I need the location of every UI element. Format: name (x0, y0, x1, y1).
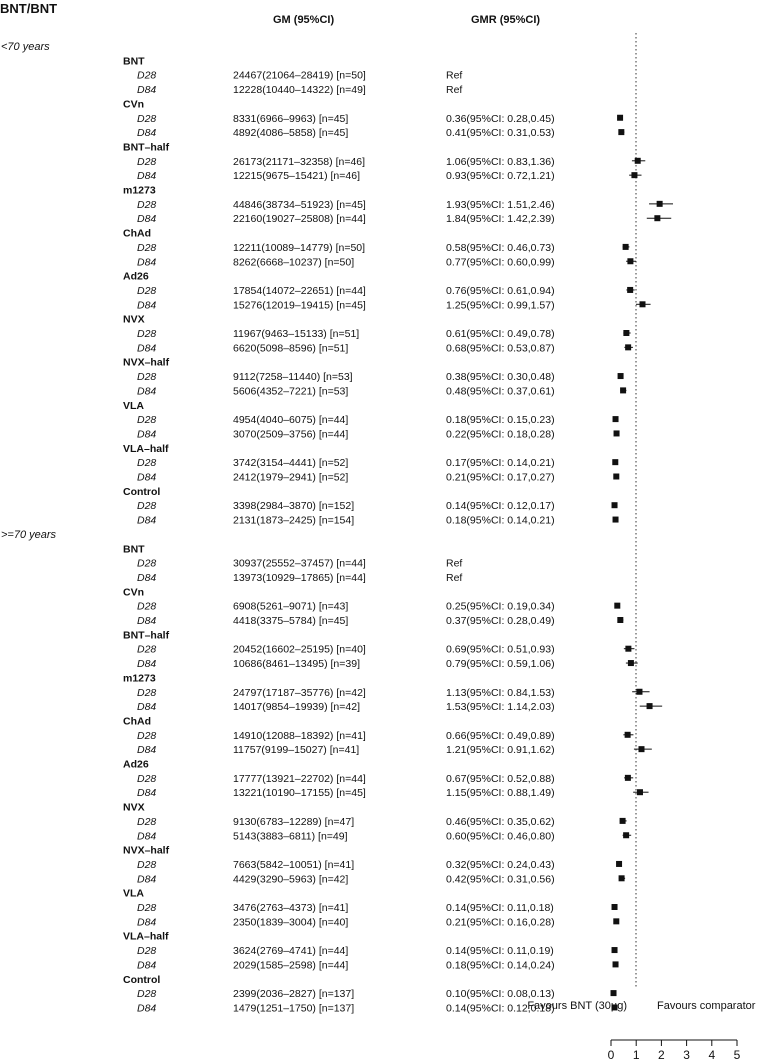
timepoint-label: D84 (137, 428, 157, 441)
point-estimate (625, 732, 631, 738)
gm-value: 6620(5098–8596) [n=51] (233, 342, 349, 355)
gm-value: 8331(6966–9963) [n=45] (233, 112, 349, 125)
gmr-value: 0.21(95%CI: 0.16,0.28) (446, 916, 555, 929)
point-estimate (617, 617, 623, 623)
point-estimate (637, 789, 643, 795)
gm-value: 15276(12019–19415) [n=45] (233, 299, 366, 312)
group-label: Ad26 (123, 758, 149, 771)
point-estimate (617, 115, 623, 121)
gm-value: 30937(25552–37457) [n=44] (233, 557, 366, 570)
gm-value: 5606(4352–7221) [n=53] (233, 385, 349, 398)
table-rows (1, 41, 555, 1014)
gmr-value: Ref (446, 84, 463, 97)
timepoint-label: D84 (137, 916, 157, 929)
gmr-value: 0.18(95%CI: 0.15,0.23) (446, 414, 555, 427)
gm-value: 4418(3375–5784) [n=45] (233, 615, 349, 627)
timepoint-label: D84 (137, 127, 157, 140)
group-label: m1273 (123, 184, 156, 197)
timepoint-label: D84 (137, 615, 157, 627)
gmr-value: 1.13(95%CI: 0.84,1.53) (446, 686, 555, 699)
point-estimate (613, 474, 619, 480)
gmr-value: 0.32(95%CI: 0.24,0.43) (446, 858, 555, 871)
gm-value: 24467(21064–28419) [n=50] (233, 69, 366, 82)
group-label: VLA (123, 399, 144, 412)
timepoint-label: D28 (137, 328, 157, 340)
timepoint-label: D28 (137, 600, 157, 613)
point-estimate (613, 416, 619, 422)
group-label: Control (123, 485, 161, 498)
gm-value: 14017(9854–19939) [n=42] (233, 701, 360, 714)
gm-value: 9130(6783–12289) [n=47] (233, 815, 355, 828)
timepoint-label: D84 (137, 787, 157, 800)
group-label: VLA–half (123, 930, 169, 943)
gmr-value: 0.93(95%CI: 0.72,1.21) (446, 170, 555, 183)
timepoint-label: D84 (137, 1002, 157, 1015)
timepoint-label: D84 (137, 84, 157, 97)
gmr-value: 0.21(95%CI: 0.17,0.27) (446, 471, 555, 484)
gm-value: 13973(10929–17865) [n=44] (233, 571, 366, 584)
gm-value: 3070(2509–3756) [n=44] (233, 428, 349, 441)
group-label: NVX–half (123, 356, 170, 369)
favours-right-label: Favours comparator (657, 1000, 756, 1012)
x-tick-label: 2 (658, 1048, 665, 1062)
gm-value: 2350(1839–3004) [n=40] (233, 916, 349, 929)
timepoint-label: D28 (137, 241, 157, 254)
timepoint-label: D28 (137, 815, 157, 828)
x-tick-label: 0 (607, 1048, 615, 1062)
point-estimate (612, 904, 618, 910)
gm-value: 26173(21171–32358) [n=46] (233, 155, 366, 168)
timepoint-label: D28 (137, 69, 157, 82)
gm-value: 11757(9199–15027) [n=41] (233, 744, 360, 757)
x-tick-label: 4 (708, 1048, 716, 1062)
gm-value: 9112(7258–11440) [n=53] (233, 371, 353, 384)
gmr-value: 0.42(95%CI: 0.31,0.56) (446, 873, 555, 886)
gmr-value: 0.48(95%CI: 0.37,0.61) (446, 385, 555, 398)
timepoint-label: D84 (137, 701, 157, 714)
gm-value: 11967(9463–15133) [n=51] (233, 328, 360, 340)
group-label: ChAd (123, 227, 151, 240)
point-estimate (623, 330, 629, 336)
point-estimate (612, 502, 618, 508)
gmr-value: 0.37(95%CI: 0.28,0.49) (446, 615, 555, 627)
gmr-value: Ref (446, 69, 463, 82)
chart-title: BNT/BNT (0, 1, 58, 16)
x-tick-label: 5 (733, 1048, 741, 1062)
group-label: NVX (123, 313, 145, 326)
timepoint-label: D84 (137, 830, 157, 843)
point-estimate (625, 646, 631, 652)
point-estimate (654, 215, 660, 221)
timepoint-label: D28 (137, 858, 157, 871)
gm-value: 2399(2036–2827) [n=137] (233, 988, 355, 1001)
section-label: >=70 years (1, 528, 57, 541)
timepoint-label: D28 (137, 371, 157, 384)
group-label: NVX (123, 801, 145, 814)
point-estimate (631, 172, 637, 178)
gmr-value: 0.61(95%CI: 0.49,0.78) (446, 328, 555, 340)
gm-value: 2131(1873–2425) [n=154] (233, 514, 355, 527)
point-estimate (619, 875, 625, 881)
gm-value: 4892(4086–5858) [n=45] (233, 127, 349, 140)
gm-value: 3476(2763–4373) [n=41] (233, 902, 349, 914)
gm-value: 3742(3154–4441) [n=52] (233, 457, 349, 470)
gm-value: 12215(9675–15421) [n=46] (233, 170, 360, 183)
gmr-value: 0.76(95%CI: 0.61,0.94) (446, 284, 555, 297)
gm-value: 3398(2984–3870) [n=152] (233, 500, 355, 513)
gmr-value: 0.14(95%CI: 0.11,0.19) (446, 945, 554, 958)
point-estimate (627, 287, 633, 293)
estimate-marks (611, 115, 673, 1011)
gm-value: 22160(19027–25808) [n=44] (233, 213, 366, 226)
timepoint-label: D84 (137, 213, 157, 226)
point-estimate (614, 603, 620, 609)
point-estimate (614, 430, 620, 436)
timepoint-label: D28 (137, 988, 157, 1001)
point-estimate (618, 373, 624, 379)
gm-value: 2029(1585–2598) [n=44] (233, 959, 349, 972)
timepoint-label: D28 (137, 945, 157, 958)
point-estimate (620, 387, 626, 393)
timepoint-label: D28 (137, 414, 157, 427)
gmr-column-header: GMR (95%CI) (471, 14, 541, 26)
group-label: BNT–half (123, 629, 170, 642)
gm-value: 12211(10089–14779) [n=50] (233, 241, 366, 254)
group-label: VLA (123, 887, 144, 900)
gmr-value: 1.53(95%CI: 1.14,2.03) (446, 701, 555, 714)
timepoint-label: D28 (137, 457, 157, 470)
timepoint-label: D28 (137, 902, 157, 914)
gmr-value: 0.36(95%CI: 0.28,0.45) (446, 112, 555, 125)
gmr-value: 0.22(95%CI: 0.18,0.28) (446, 428, 555, 441)
gmr-value: 0.14(95%CI: 0.11,0.18) (446, 902, 554, 914)
gmr-value: 0.58(95%CI: 0.46,0.73) (446, 241, 555, 254)
point-estimate (657, 201, 663, 207)
group-label: VLA–half (123, 442, 169, 455)
gmr-value: Ref (446, 557, 463, 570)
timepoint-label: D84 (137, 342, 157, 355)
favours-left-label: Favours BNT (30µg) (527, 1000, 627, 1012)
timepoint-label: D84 (137, 571, 157, 584)
gm-column-header: GM (95%CI) (273, 14, 335, 26)
point-estimate (636, 689, 642, 695)
point-estimate (625, 775, 631, 781)
gmr-value: 1.93(95%CI: 1.51,2.46) (446, 198, 555, 211)
gm-value: 3624(2769–4741) [n=44] (233, 945, 349, 958)
gmr-value: 0.66(95%CI: 0.49,0.89) (446, 729, 555, 742)
gm-value: 1479(1251–1750) [n=137] (233, 1002, 355, 1015)
point-estimate (613, 961, 619, 967)
gmr-value: 0.69(95%CI: 0.51,0.93) (446, 643, 555, 656)
gm-value: 10686(8461–13495) [n=39] (233, 658, 360, 671)
gmr-value: 1.25(95%CI: 0.99,1.57) (446, 299, 555, 312)
gm-value: 13221(10190–17155) [n=45] (233, 787, 366, 800)
timepoint-label: D84 (137, 959, 157, 972)
point-estimate (616, 861, 622, 867)
gmr-value: 1.84(95%CI: 1.42,2.39) (446, 213, 555, 226)
timepoint-label: D84 (137, 471, 157, 484)
timepoint-label: D28 (137, 686, 157, 699)
group-label: CVn (123, 586, 144, 599)
timepoint-label: D28 (137, 155, 157, 168)
gmr-value: 1.15(95%CI: 0.88,1.49) (446, 787, 555, 800)
point-estimate (613, 517, 619, 523)
gm-value: 7663(5842–10051) [n=41] (233, 858, 355, 871)
point-estimate (638, 746, 644, 752)
gmr-value: 1.06(95%CI: 0.83,1.36) (446, 155, 555, 168)
x-tick-label: 3 (683, 1048, 690, 1062)
point-estimate (635, 158, 641, 164)
point-estimate (613, 918, 619, 924)
point-estimate (623, 244, 629, 250)
gmr-value: 0.68(95%CI: 0.53,0.87) (446, 342, 555, 355)
timepoint-label: D28 (137, 643, 157, 656)
timepoint-label: D28 (137, 500, 157, 513)
gm-value: 8262(6668–10237) [n=50] (233, 256, 355, 269)
timepoint-label: D84 (137, 256, 157, 269)
group-label: BNT–half (123, 141, 170, 154)
gmr-value: 0.10(95%CI: 0.08,0.13) (446, 988, 555, 1001)
group-label: m1273 (123, 672, 156, 685)
group-label: NVX–half (123, 844, 170, 857)
gm-value: 12228(10440–14322) [n=49] (233, 84, 366, 97)
gmr-value: 0.38(95%CI: 0.30,0.48) (446, 371, 555, 384)
point-estimate (618, 129, 624, 135)
timepoint-label: D28 (137, 729, 157, 742)
gm-value: 14910(12088–18392) [n=41] (233, 729, 366, 742)
gm-value: 44846(38734–51923) [n=45] (233, 198, 366, 211)
group-label: BNT (123, 543, 145, 556)
gmr-value: 0.14(95%CI: 0.12,0.18) (446, 1002, 555, 1015)
gmr-value: 0.25(95%CI: 0.19,0.34) (446, 600, 555, 613)
group-label: BNT (123, 55, 145, 68)
gm-value: 6908(5261–9071) [n=43] (233, 600, 349, 613)
timepoint-label: D84 (137, 873, 157, 886)
point-estimate (647, 703, 653, 709)
gmr-value: 0.18(95%CI: 0.14,0.24) (446, 959, 555, 972)
point-estimate (623, 832, 629, 838)
gmr-value: 0.14(95%CI: 0.12,0.17) (446, 500, 555, 513)
gmr-value: 1.21(95%CI: 0.91,1.62) (446, 744, 555, 757)
point-estimate (628, 660, 634, 666)
group-label: ChAd (123, 715, 151, 728)
gmr-value: 0.46(95%CI: 0.35,0.62) (446, 815, 555, 828)
gm-value: 4954(4040–6075) [n=44] (233, 414, 349, 427)
gm-value: 4429(3290–5963) [n=42] (233, 873, 349, 886)
gm-value: 20452(16602–25195) [n=40] (233, 643, 366, 656)
gmr-value: 0.18(95%CI: 0.14,0.21) (446, 514, 555, 527)
timepoint-label: D28 (137, 112, 157, 125)
gmr-value: 0.67(95%CI: 0.52,0.88) (446, 772, 555, 785)
timepoint-label: D84 (137, 514, 157, 527)
timepoint-label: D84 (137, 170, 157, 183)
timepoint-label: D28 (137, 198, 157, 211)
gm-value: 5143(3883–6811) [n=49] (233, 830, 348, 843)
section-label: <70 years (1, 41, 50, 53)
gmr-value: Ref (446, 571, 463, 584)
timepoint-label: D84 (137, 299, 157, 312)
timepoint-label: D84 (137, 385, 157, 398)
gmr-value: 0.41(95%CI: 0.31,0.53) (446, 127, 555, 140)
timepoint-label: D28 (137, 772, 157, 785)
point-estimate (640, 301, 646, 307)
point-estimate (627, 258, 633, 264)
timepoint-label: D84 (137, 744, 157, 757)
point-estimate (612, 459, 618, 465)
point-estimate (611, 990, 617, 996)
group-label: Control (123, 973, 161, 986)
x-tick-label: 1 (632, 1048, 640, 1062)
group-label: CVn (123, 98, 144, 111)
timepoint-label: D28 (137, 284, 157, 297)
x-axis (608, 1040, 741, 1062)
gm-value: 24797(17187–35776) [n=42] (233, 686, 366, 699)
timepoint-label: D84 (137, 658, 157, 671)
timepoint-label: D28 (137, 557, 157, 570)
group-label: Ad26 (123, 270, 149, 283)
gmr-value: 0.17(95%CI: 0.14,0.21) (446, 457, 555, 470)
gm-value: 2412(1979–2941) [n=52] (233, 471, 349, 484)
point-estimate (612, 947, 618, 953)
gmr-value: 0.60(95%CI: 0.46,0.80) (446, 830, 555, 843)
point-estimate (620, 818, 626, 824)
point-estimate (625, 344, 631, 350)
gm-value: 17854(14072–22651) [n=44] (233, 284, 366, 297)
gm-value: 17777(13921–22702) [n=44] (233, 772, 366, 785)
gmr-value: 0.77(95%CI: 0.60,0.99) (446, 256, 555, 269)
gmr-value: 0.79(95%CI: 0.59,1.06) (446, 658, 555, 671)
